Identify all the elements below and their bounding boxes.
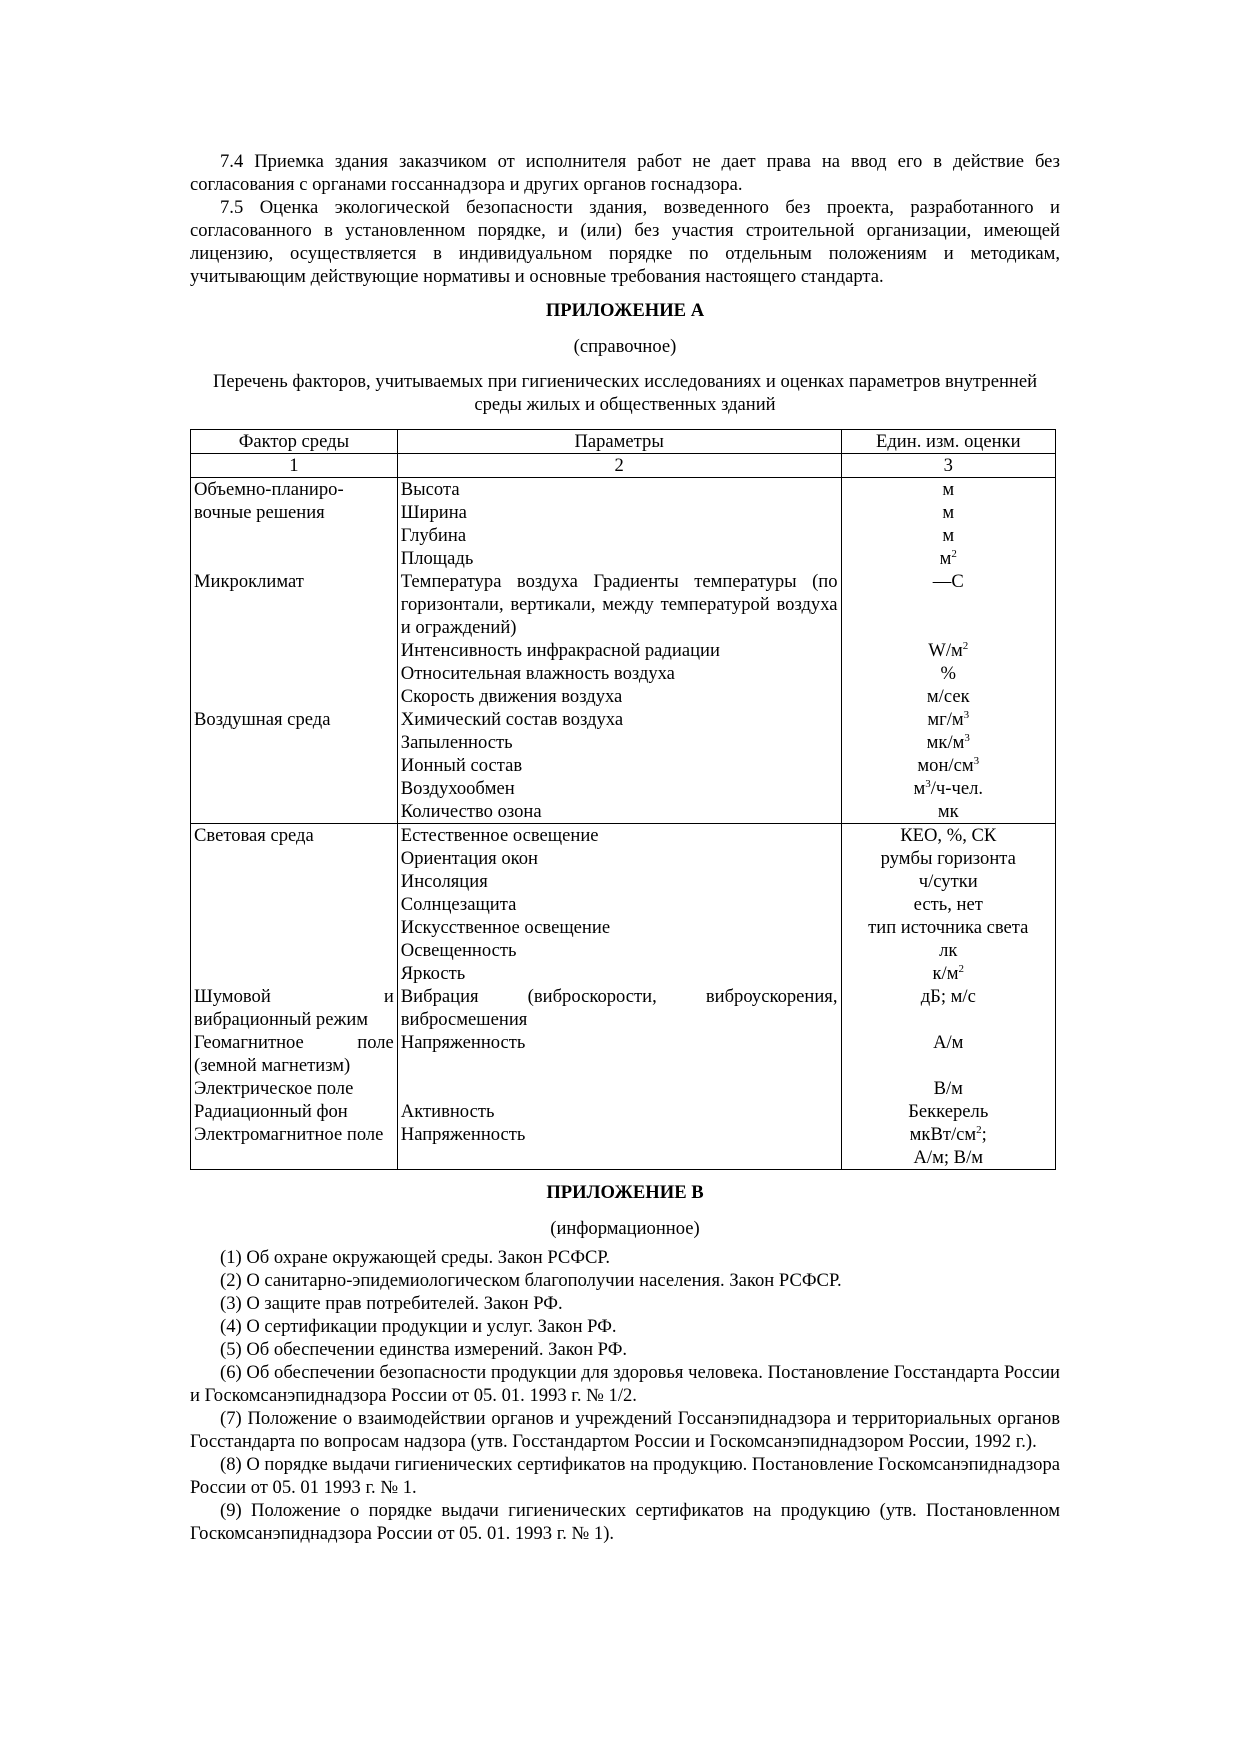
unit-line: румбы горизонта [880,848,1016,869]
factors-table [190,429,1056,1170]
param-radiation: Активность [400,1101,495,1122]
unit-line: $мг/м^3$ [927,709,970,730]
param-line: Естественное освещение [400,825,599,846]
reference-item: (9) Положение о порядке выдачи гигиенических сертификатов на продукцию (утв. Постановленном Госкомсанэпиднадзора России от 05. 01. 1993 г. № 1). [190,1500,1060,1544]
param-line: Ориентация окон [400,848,539,869]
paragraph-7-5: 7.5 Оценка экологической безопасности здания, возведенного без проекта, разработанного и согласованного в установленном порядке, и (или) без участия строительной организации, имеющей лицензию, осуществляется в индивидуальном порядке по отдельным положениям и методикам, учитывающим действующие нормативы и основные требования настоящего стандарта. [190,197,1060,287]
param-line: Воздухообмен [400,778,515,799]
appendix-a-caption: Перечень факторов, учитываемых при гигиенических исследованиях и оценках параметров внутренней среды жилых и общественных зданий [212,371,1038,415]
unit-line: —С [932,571,964,592]
factor-light: Световая среда [194,825,314,846]
unit-line: % [940,663,956,684]
unit-line: дБ; м/с [920,986,976,1007]
factor-line [194,662,394,685]
factor-radiation: Радиационный фон [194,1101,348,1122]
table-header-row [191,430,1056,454]
factor-line [194,524,394,547]
unit-line: тип источника света [868,917,1029,938]
param-line: Скорость движения воздуха [400,686,623,707]
param-line: Запыленность [400,732,513,753]
param-line: Площадь [400,548,474,569]
factor-electric: Электрическое поле [194,1078,354,1099]
params-cell [397,478,841,824]
factor-cell [191,824,398,1170]
reference-item: (4) О сертификации продукции и услуг. Закон РФ. [220,1316,617,1337]
factor-line [194,593,394,616]
factor-line: Объемно-планиро- [194,479,344,500]
param-line: Относительная влажность воздуха [400,663,675,684]
factor-electromagnetic: Электромагнитное поле [194,1124,384,1145]
units-cell [841,478,1055,824]
param-line: Ионный состав [400,755,523,776]
references-list [190,1246,1060,1545]
factor-line: Микроклимат [194,571,304,592]
unit-line: В/м [933,1078,963,1099]
factor-line [194,639,394,662]
unit-line: м [942,479,955,500]
reference-item: (3) О защите прав потребителей. Закон РФ. [220,1293,563,1314]
unit-line: А/м; В/м [913,1147,984,1168]
header-factor: Фактор среды [191,430,398,454]
unit-line: мкВт/$см^2$; [909,1124,987,1145]
factor-line [194,547,394,570]
param-line: Температура воздуха Градиенты температуры (по горизонтали, вертикали, между температурой воздуха и ограждений) [400,571,838,638]
param-line: Химический состав воздуха [400,709,624,730]
table-row-block-1 [191,478,1056,824]
unit-line: А/м [933,1032,964,1053]
appendix-b-heading: ПРИЛОЖЕНИЕ В [546,1182,704,1203]
unit-line: $м^2$ [939,548,957,569]
unit-line: лк [939,940,958,961]
reference-item: (8) О порядке выдачи гигиенических сертификатов на продукцию. Постановление Госкомсанэпиднадзора России от 05. 01 1993 г. № 1. [190,1454,1060,1498]
param-electromagnetic: Напряженность [400,1124,526,1145]
unit-line: м [942,525,955,546]
appendix-a-subheading: (справочное) [573,336,677,357]
factor-cell [191,478,398,824]
appendix-b-subheading: (информационное) [550,1218,700,1239]
param-line: Искусственное освещение [400,917,611,938]
reference-item: (2) О санитарно-эпидемиологическом благополучии населения. Закон РСФСР. [220,1270,842,1291]
param-electric-empty [401,1077,838,1100]
column-number-2: 2 [397,454,841,478]
unit-line: мк [937,801,959,822]
factor-line [194,685,394,708]
unit-line: $W/м^2$ [928,640,969,661]
unit-line: $к/м^2$ [932,963,964,984]
param-line: Инсоляция [400,871,488,892]
factor-geomagnetic: Геомагнитное поле (земной магнетизм) [194,1032,394,1076]
unit-line: м [942,502,955,523]
unit-line: Беккерель [908,1101,989,1122]
unit-line: КЕО, %, СК [900,825,997,846]
params-cell [397,824,841,1170]
header-units: Един. изм. оценки [841,430,1055,454]
reference-item: (7) Положение о взаимодействии органов и учреждений Госсанэпиднадзора и территориальных органов Госстандарта по вопросам надзора (утв. Госстандартом России и Госкомсанэпиднадзором России, 1992 г.). [190,1408,1060,1452]
factor-line: Воздушная среда [194,709,331,730]
unit-line: ч/сутки [918,871,978,892]
appendix-a-header [190,299,1060,416]
param-line: Освещенность [400,940,517,961]
reference-item: (6) Об обеспечении безопасности продукции для здоровья человека. Постановление Госстандарта России и Госкомсанэпиднадзора России от 05. 01. 1993 г. № 1/2. [190,1362,1060,1406]
column-number-1: 1 [191,454,398,478]
unit-line: есть, нет [913,894,983,915]
factor-noise: Шумовой и вибрационный режим [194,986,394,1030]
param-line: Высота [400,479,460,500]
reference-item: (1) Об охране окружающей среды. Закон РСФСР. [220,1247,611,1268]
table-number-row [191,454,1056,478]
table-row-block-2 [191,824,1056,1170]
unit-line: $мк/м^3$ [926,732,970,753]
unit-line: $м^3/ч$-чел. [913,778,984,799]
param-line: Солнцезащита [400,894,517,915]
units-cell [841,824,1055,1170]
paragraph-7-4: 7.4 Приемка здания заказчиком от исполнителя работ не дает права на ввод его в действие без согласования с органами госсаннадзора и других органов госнадзора. [190,151,1060,195]
appendix-b-header [190,1181,1060,1240]
factor-line [194,616,394,639]
param-line: Ширина [400,502,467,523]
param-line: Яркость [400,963,466,984]
unit-line: мон/$см^3$ [917,755,980,776]
reference-item: (5) Об обеспечении единства измерений. Закон РФ. [220,1339,628,1360]
appendix-a-heading: ПРИЛОЖЕНИЕ А [545,300,705,321]
document-page [190,150,1060,1545]
param-geomagnetic: Напряженность [400,1032,526,1053]
param-line: Глубина [400,525,467,546]
param-vibration: Вибрация (виброскорости, виброускорения, вибросмешения [400,986,838,1030]
param-line: Количество озона [400,801,542,822]
unit-line: м/сек [926,686,970,707]
column-number-3: 3 [841,454,1055,478]
factor-line: вочные решения [194,502,325,523]
factor-spacer [194,847,394,985]
header-params: Параметры [397,430,841,454]
param-line: Интенсивность инфракрасной радиации [400,640,720,661]
